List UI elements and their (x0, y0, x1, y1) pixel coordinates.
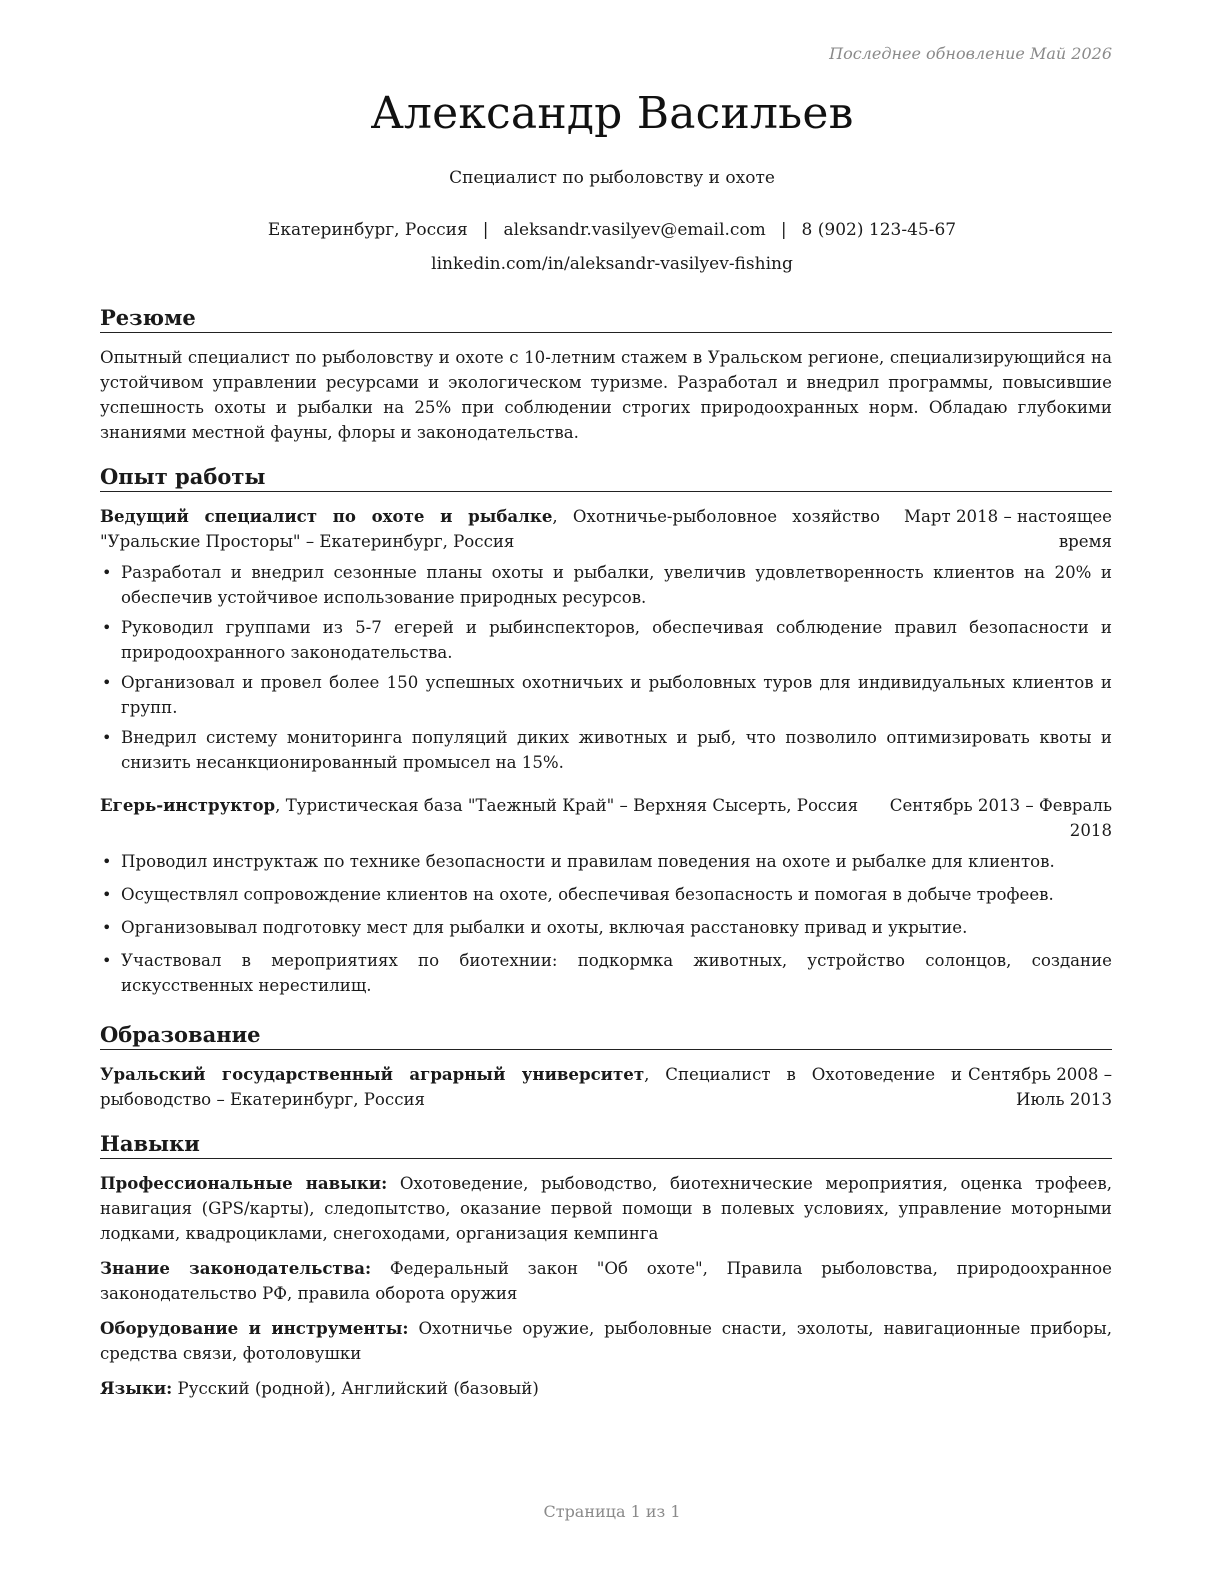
skill-item (100, 1171, 1112, 1246)
job-title (100, 504, 880, 554)
email-link[interactable]: aleksandr.vasilyev@email.com (503, 220, 766, 240)
skill-label: Языки: (100, 1378, 173, 1398)
list-item (100, 670, 1112, 720)
list-item (100, 948, 1112, 998)
list-item (100, 615, 1112, 665)
bullet-icon: • (102, 673, 112, 692)
list-item-text: Проводил инструктаж по технике безопасности и правилам поведения на охоте и рыбалке для клиентов. (121, 852, 1055, 871)
list-item (100, 882, 1112, 907)
summary-section (100, 305, 1112, 445)
bullet-icon: • (102, 852, 112, 871)
bullet-icon: • (102, 918, 112, 937)
education-details: , Специалист в Охотоведение и рыбоводство – Екатеринбург, Россия (100, 1065, 963, 1109)
section-title: Резюме (100, 305, 1112, 333)
job-header (100, 793, 1112, 843)
skill-text: Охотоведение, рыбоводство, биотехнические мероприятия, оценка трофеев, навигация (GPS/карты), следопытство, оказание первой помощи в полевых условиях, управление моторными лодками, квадроциклами, снегоходами, организация кемпинга (100, 1174, 1112, 1243)
list-item (100, 915, 1112, 940)
bullet-icon: • (102, 563, 112, 582)
summary-text: Опытный специалист по рыболовству и охоте с 10-летним стажем в Уральском регионе, специализирующийся на устойчивом управлении ресурсами и экологическом туризме. Разработал и внедрил программы, повысившие успешность охоты и рыбалки на 25% при соблюдении строгих природоохранных норм. Обладаю глубокими знаниями местной фауны, флоры и законодательства. (100, 348, 1112, 442)
list-item (100, 849, 1112, 874)
job-bullets (100, 849, 1112, 998)
list-item (100, 725, 1112, 775)
list-item-text: Внедрил систему мониторинга популяций диких животных и рыб, что позволило оптимизировать квоты и снизить несанкционированный промысел на 15%. (121, 728, 1112, 772)
job-bullets (100, 560, 1112, 775)
job-title (100, 793, 876, 843)
skill-text: Русский (родной), Английский (базовый) (172, 1379, 539, 1398)
bullet-icon: • (102, 885, 112, 904)
list-item-text: Организовывал подготовку мест для рыбалки и охоты, включая расстановку привад и укрытие. (121, 918, 968, 937)
page-number: Страница 1 из 1 (543, 1502, 681, 1521)
bullet-icon: • (102, 951, 112, 970)
bullet-icon: • (102, 618, 112, 637)
education-section (100, 1022, 1112, 1112)
list-item-text: Осуществлял сопровождение клиентов на охоте, обеспечивая безопасность и помогая в добыче трофеев. (121, 885, 1054, 904)
list-item-text: Участвовал в мероприятиях по биотехнии: подкормка животных, устройство солонцов, создание искусственных нерестилищ. (121, 951, 1112, 995)
job-org: , Туристическая база "Таежный Край" – Верхняя Сысерть, Россия (275, 796, 859, 815)
skills-section (100, 1131, 1112, 1401)
skill-text: Федеральный закон "Об охоте", Правила рыболовства, природоохранное законодательство РФ, правила оборота оружия (100, 1259, 1112, 1303)
separator: | (482, 220, 489, 240)
job-subtitle: Специалист по рыболовству и охоте (449, 168, 775, 188)
last-updated-note: Последнее обновление Май 2026 (829, 44, 1112, 63)
skill-item (100, 1256, 1112, 1306)
contact-line (0, 220, 1224, 240)
list-item-text: Разработал и внедрил сезонные планы охоты и рыбалки, увеличив удовлетворенность клиентов на 20% и обеспечив устойчивое использование природных ресурсов. (121, 563, 1112, 607)
location-text: Екатеринбург, Россия (267, 220, 468, 240)
education-entry (100, 1062, 1112, 1112)
section-title: Навыки (100, 1131, 1112, 1159)
education-title (100, 1062, 962, 1112)
university-name: Уральский государственный аграрный университет (100, 1064, 645, 1084)
skill-label: Оборудование и инструменты: (100, 1318, 409, 1338)
job-org: , Охотничье-рыболовное хозяйство "Уральские Просторы" – Екатеринбург, Россия (100, 507, 880, 551)
skill-label: Профессиональные навыки: (100, 1173, 388, 1193)
bullet-icon: • (102, 728, 112, 747)
job-role: Егерь-инструктор (100, 795, 276, 815)
separator: | (780, 220, 787, 240)
skill-item (100, 1376, 1112, 1401)
list-item (100, 560, 1112, 610)
section-title: Опыт работы (100, 464, 1112, 492)
job-dates: Сентябрь 2013 – Февраль 2018 (889, 796, 1112, 840)
phone-text: 8 (902) 123-45-67 (801, 220, 957, 240)
list-item-text: Организовал и провел более 150 успешных охотничьих и рыболовных туров для индивидуальных клиентов и групп. (121, 673, 1112, 717)
skill-label: Знание законодательства: (100, 1258, 372, 1278)
skill-text: Охотничье оружие, рыболовные снасти, эхолоты, навигационные приборы, средства связи, фотоловушки (100, 1319, 1112, 1363)
education-dates: Сентябрь 2008 – Июль 2013 (968, 1065, 1112, 1109)
job-header (100, 504, 1112, 554)
linkedin-link[interactable]: linkedin.com/in/aleksandr-vasilyev-fishing (431, 254, 793, 274)
experience-section (100, 464, 1112, 1003)
job-role: Ведущий специалист по охоте и рыбалке (100, 506, 553, 526)
section-title: Образование (100, 1022, 1112, 1050)
page-title: Александр Васильев (370, 88, 854, 139)
job-dates: Март 2018 – настоящее время (904, 507, 1112, 551)
list-item-text: Руководил группами из 5-7 егерей и рыбинспекторов, обеспечивая соблюдение правил безопасности и природоохранного законодательства. (121, 618, 1112, 662)
skill-item (100, 1316, 1112, 1366)
